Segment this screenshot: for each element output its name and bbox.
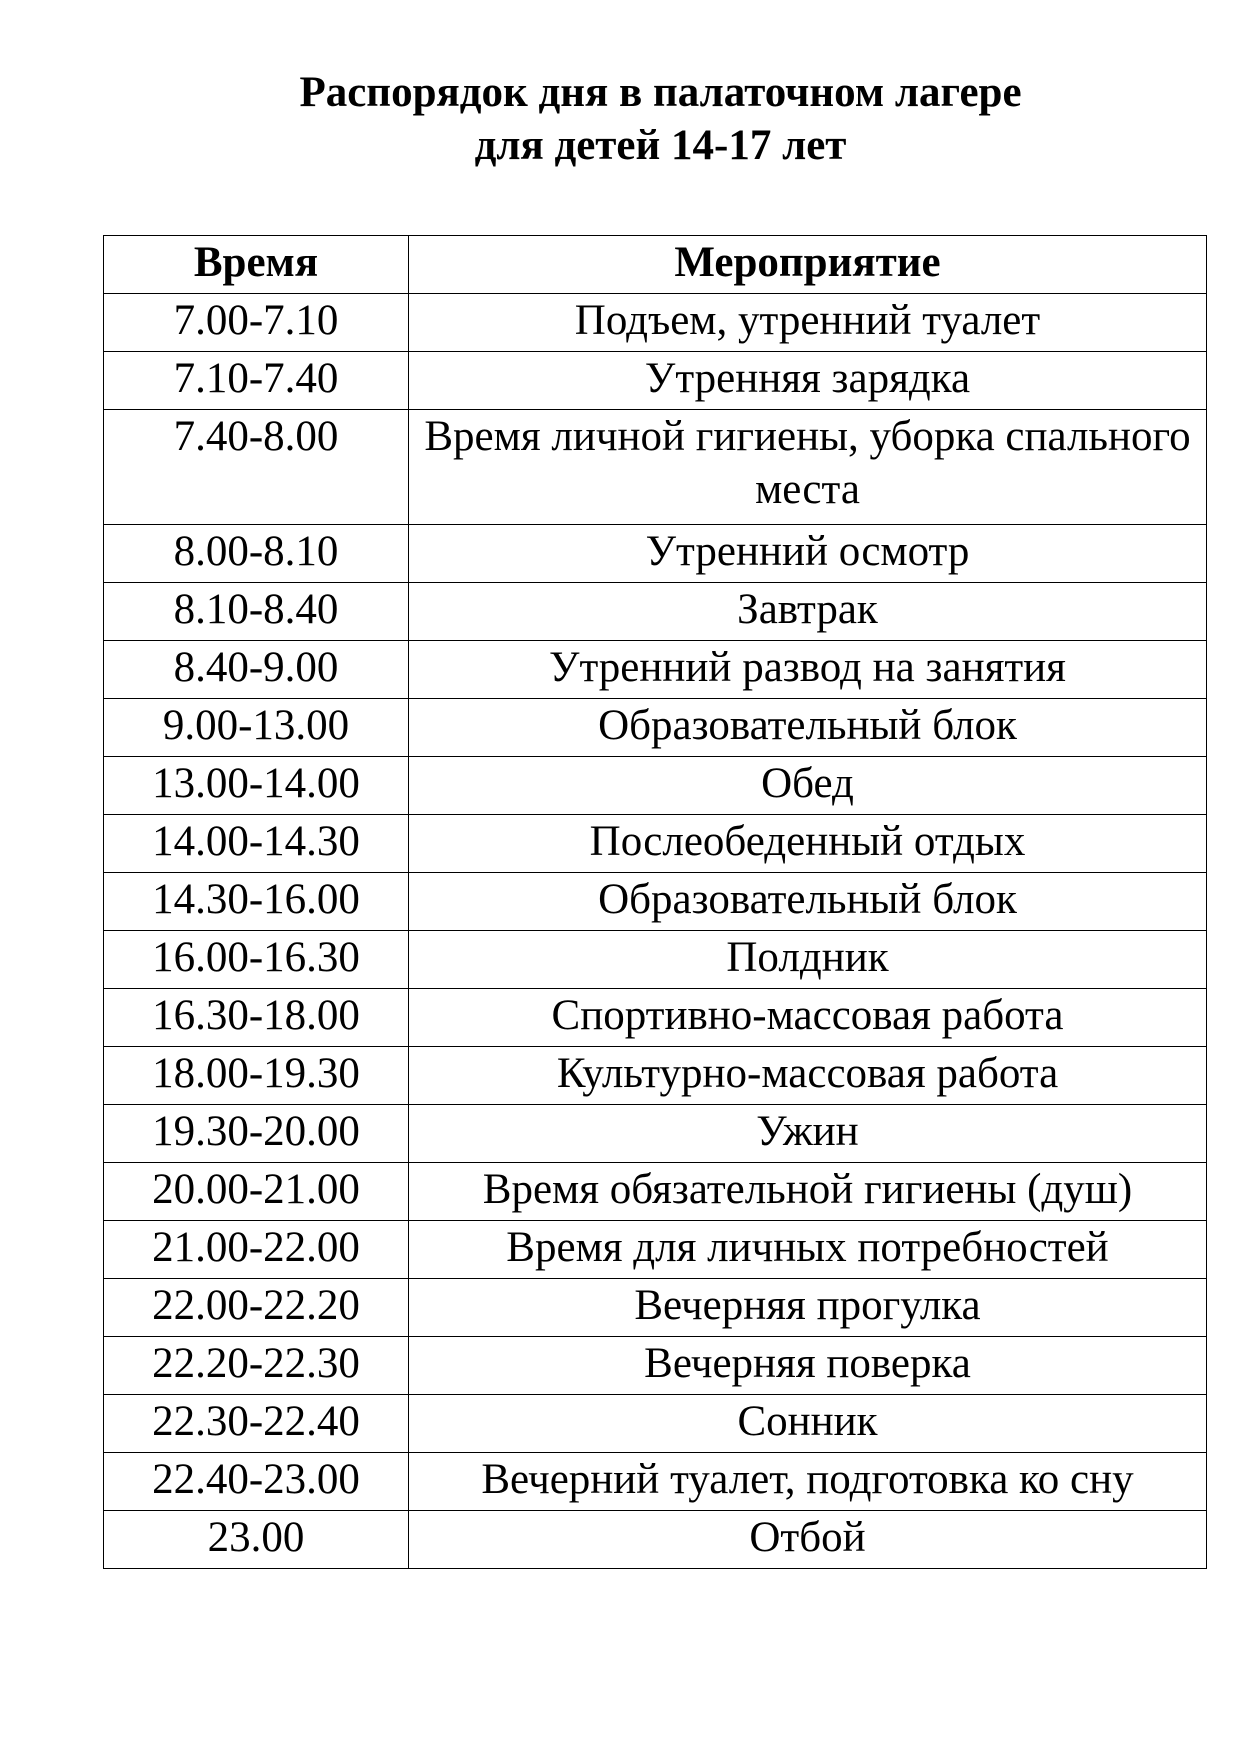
- cell-time: 16.30-18.00: [104, 989, 409, 1047]
- cell-time: 9.00-13.00: [104, 699, 409, 757]
- cell-event: Полдник: [409, 931, 1207, 989]
- cell-time: 14.00-14.30: [104, 815, 409, 873]
- table-row: [104, 352, 1207, 410]
- table-row: [104, 641, 1207, 699]
- cell-event: Время для личных потребностей: [409, 1221, 1207, 1279]
- table-row: [104, 1511, 1207, 1569]
- cell-event: Вечерняя поверка: [409, 1337, 1207, 1395]
- table-row: [104, 1105, 1207, 1163]
- cell-time: 19.30-20.00: [104, 1105, 409, 1163]
- cell-time: 14.30-16.00: [104, 873, 409, 931]
- table-row: [104, 1337, 1207, 1395]
- table-row: [104, 873, 1207, 931]
- cell-event: Вечерний туалет, подготовка ко сну: [409, 1453, 1207, 1511]
- cell-time: 7.40-8.00: [104, 410, 409, 525]
- cell-event: Подъем, утренний туалет: [409, 294, 1207, 352]
- cell-time: 22.00-22.20: [104, 1279, 409, 1337]
- cell-time: 21.00-22.00: [104, 1221, 409, 1279]
- cell-time: 22.20-22.30: [104, 1337, 409, 1395]
- table-row: [104, 1279, 1207, 1337]
- cell-time: 7.10-7.40: [104, 352, 409, 410]
- cell-time: 18.00-19.30: [104, 1047, 409, 1105]
- cell-event: Культурно-массовая работа: [409, 1047, 1207, 1105]
- table-row: [104, 699, 1207, 757]
- cell-time: 8.40-9.00: [104, 641, 409, 699]
- cell-event: Сонник: [409, 1395, 1207, 1453]
- cell-event: Отбой: [409, 1511, 1207, 1569]
- cell-time: 8.00-8.10: [104, 525, 409, 583]
- cell-time: 22.40-23.00: [104, 1453, 409, 1511]
- cell-event: Время обязательной гигиены (душ): [409, 1163, 1207, 1221]
- cell-event: Послеобеденный отдых: [409, 815, 1207, 873]
- cell-time: 8.10-8.40: [104, 583, 409, 641]
- cell-event: Вечерняя прогулка: [409, 1279, 1207, 1337]
- header-event: Мероприятие: [409, 236, 1207, 294]
- cell-event: Утренний осмотр: [409, 525, 1207, 583]
- table-header-row: [104, 236, 1207, 294]
- cell-event: Образовательный блок: [409, 699, 1207, 757]
- cell-event: Ужин: [409, 1105, 1207, 1163]
- cell-time: 23.00: [104, 1511, 409, 1569]
- cell-time: 22.30-22.40: [104, 1395, 409, 1453]
- table-row: [104, 931, 1207, 989]
- table-row: [104, 1453, 1207, 1511]
- cell-event: Завтрак: [409, 583, 1207, 641]
- title-line-2: для детей 14-17 лет: [474, 122, 847, 169]
- cell-event: Утренняя зарядка: [409, 352, 1207, 410]
- table-row: [104, 410, 1207, 525]
- table-row: [104, 1163, 1207, 1221]
- cell-time: 20.00-21.00: [104, 1163, 409, 1221]
- cell-event: Утренний развод на занятия: [409, 641, 1207, 699]
- table-row: [104, 989, 1207, 1047]
- cell-event: Спортивно-массовая работа: [409, 989, 1207, 1047]
- cell-event: Время личной гигиены, уборка спального места: [409, 410, 1207, 525]
- document-title: [0, 66, 1241, 172]
- table-row: [104, 583, 1207, 641]
- schedule-table: [103, 235, 1207, 1569]
- table-row: [104, 525, 1207, 583]
- table-row: [104, 294, 1207, 352]
- cell-time: 16.00-16.30: [104, 931, 409, 989]
- table-row: [104, 1221, 1207, 1279]
- table-row: [104, 757, 1207, 815]
- cell-time: 13.00-14.00: [104, 757, 409, 815]
- table-row: [104, 1047, 1207, 1105]
- cell-event: Образовательный блок: [409, 873, 1207, 931]
- table-row: [104, 815, 1207, 873]
- cell-time: 7.00-7.10: [104, 294, 409, 352]
- header-time: Время: [104, 236, 409, 294]
- title-line-1: Распорядок дня в палаточном лагере: [299, 69, 1022, 116]
- table-row: [104, 1395, 1207, 1453]
- cell-event: Обед: [409, 757, 1207, 815]
